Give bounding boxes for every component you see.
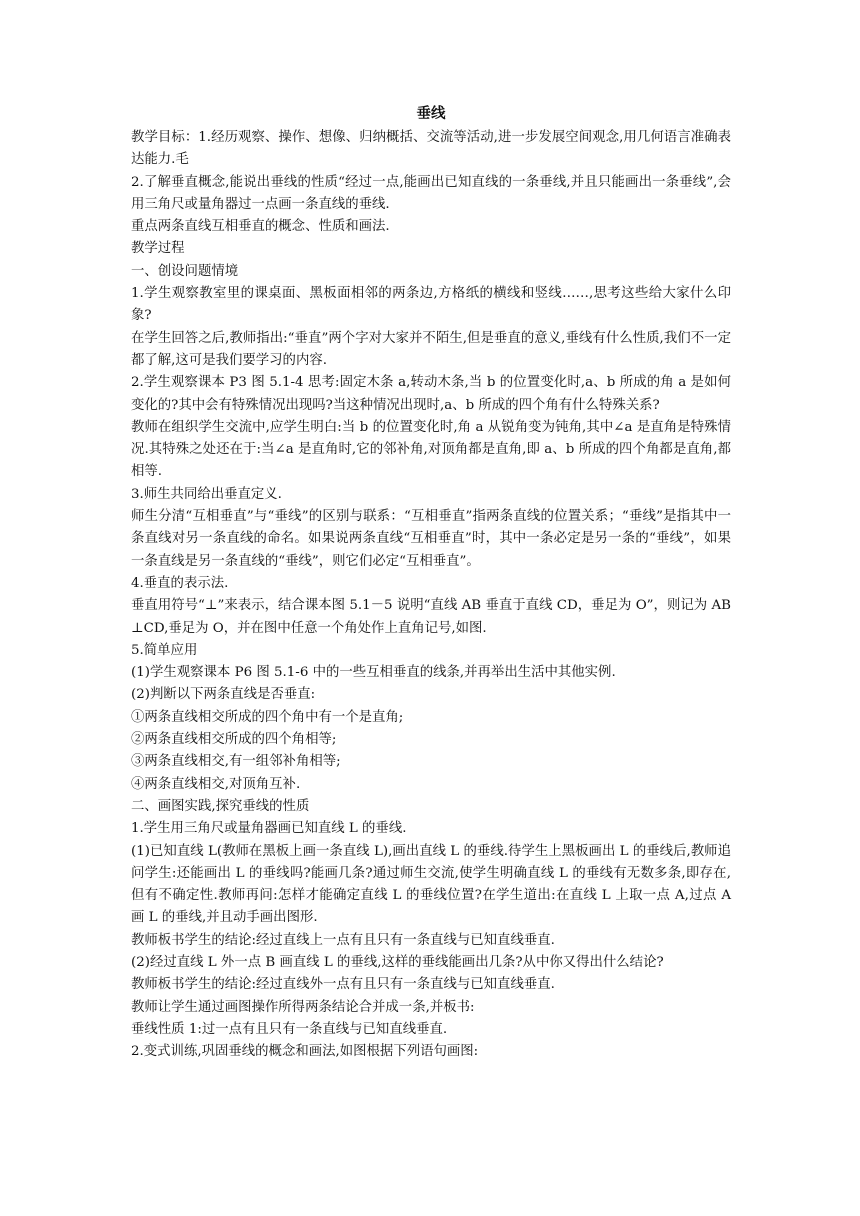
paragraph-notation-heading: 4.垂直的表示法. [131, 575, 229, 591]
paragraph-conclusion-2: 教师板书学生的结论:经过直线外一点有且只有一条直线与已知直线垂直. [131, 977, 555, 993]
list-item: ①两条直线相交所成的四个角中有一个是直角; [131, 709, 404, 725]
paragraph-distinguish: 师生分清“互相垂直”与“垂线”的区别与联系：“互相垂直”指两条直线的位置关系；“垂线”是指其中一条直线对另一条直线的命名。如果说两条直线“互相垂直”时，其中一条必定是另一条的“垂线”，如果一条直线是另一条直线的“垂线”，则它们必定“互相垂直”。 [131, 509, 731, 569]
list-item: ②两条直线相交所成的四个角相等; [131, 732, 337, 748]
paragraph-variant-training: 2.变式训练,巩固垂线的概念和画法,如图根据下列语句画图: [131, 1044, 479, 1060]
paragraph-notation: 垂直用符号“⊥”来表示，结合课本图 5.1－5 说明“直线 AB 垂直于直线 CD，垂足为 O”，则记为 AB⊥CD,垂足为 O，并在图中任意一个角处作上直角记号,如图. [131, 598, 731, 636]
paragraph-objectives: 教学目标：1.经历观察、操作、想像、归纳概括、交流等活动,进一步发展空间观念,用几何语言准确表达能力.毛 [131, 130, 731, 168]
paragraph-draw-step-1: (1)已知直线 L(教师在黑板上画一条直线 L),画出直线 L 的垂线.待学生上黑板画出 L 的垂线后,教师追问学生:还能画出 L 的垂线吗?能画几条?通过师生交流,使学生明确直线 L 的垂线有无数多条,即存在,但有不确定性.教师再问:怎样才能确定直线 L 的垂线位置?在学生道出:在直线 L 上取一点 A,过点 A 画 L 的垂线,并且动手画出图形. [131, 843, 731, 926]
list-item: ③两条直线相交,有一组邻补角相等; [131, 754, 341, 770]
paragraph-conclusion-1: 教师板书学生的结论:经过直线上一点有且只有一条直线与已知直线垂直. [131, 932, 555, 948]
paragraph-objective-2: 2.了解垂直概念,能说出垂线的性质“经过一点,能画出已知直线的一条垂线,并且只能画出一条垂线”,会用三角尺或量角器过一点画一条直线的垂线. [131, 174, 731, 212]
paragraph-section-2: 二、画图实践,探究垂线的性质 [131, 798, 310, 814]
paragraph-draw-step-2: (2)经过直线 L 外一点 B 画直线 L 的垂线,这样的垂线能画出几条?从中你又得出什么结论? [131, 954, 664, 970]
paragraph-draw-perpendicular: 1.学生用三角尺或量角器画已知直线 L 的垂线. [131, 821, 407, 837]
list-item: ④两条直线相交,对顶角互补. [131, 776, 301, 792]
paragraph-application-2: (2)判断以下两条直线是否垂直: [131, 687, 316, 703]
paragraph-key-points: 重点两条直线互相垂直的概念、性质和画法. [131, 219, 390, 235]
paragraph-property-1: 垂线性质 1:过一点有且只有一条直线与已知直线垂直. [131, 1021, 448, 1037]
paragraph-teacher-points-out: 在学生回答之后,教师指出:“垂直”两个字对大家并不陌生,但是垂直的意义,垂线有什么性质,我们不一定都了解,这可是我们要学习的内容. [131, 330, 731, 368]
paragraph-observe-textbook: 2.学生观察课本 P3 图 5.1-4 思考:固定木条 a,转动木条,当 b 的位置变化时,a、b 所成的角 a 是如何变化的?其中会有特殊情况出现吗?当这种情况出现时,a、b 所成的四个角有什么特殊关系? [131, 375, 731, 413]
paragraph-application-1: (1)学生观察课本 P6 图 5.1-6 中的一些互相垂直的线条,并再举出生活中其他实例. [131, 665, 616, 681]
paragraph-application-heading: 5.简单应用 [131, 642, 198, 658]
document-body [131, 102, 731, 1063]
paragraph-definition: 3.师生共同给出垂直定义. [131, 486, 282, 502]
paragraph-heading-process: 教学过程 [131, 241, 185, 257]
paragraph-observe-classroom: 1.学生观察教室里的课桌面、黑板面相邻的两条边,方格纸的横线和竖线……,思考这些给大家什么印象? [131, 286, 731, 324]
document-title: 垂线 [416, 106, 446, 122]
paragraph-section-1: 一、创设问题情境 [131, 263, 239, 279]
paragraph-combine: 教师让学生通过画图操作所得两条结论合并成一条,并板书: [131, 999, 475, 1015]
paragraph-teacher-organizes: 教师在组织学生交流中,应学生明白:当 b 的位置变化时,角 a 从锐角变为钝角,其中∠a 是直角是特殊情况.其特殊之处还在于:当∠a 是直角时,它的邻补角,对顶角都是直角,即 a、b 所成的四个角都是直角,都相等. [131, 419, 731, 480]
